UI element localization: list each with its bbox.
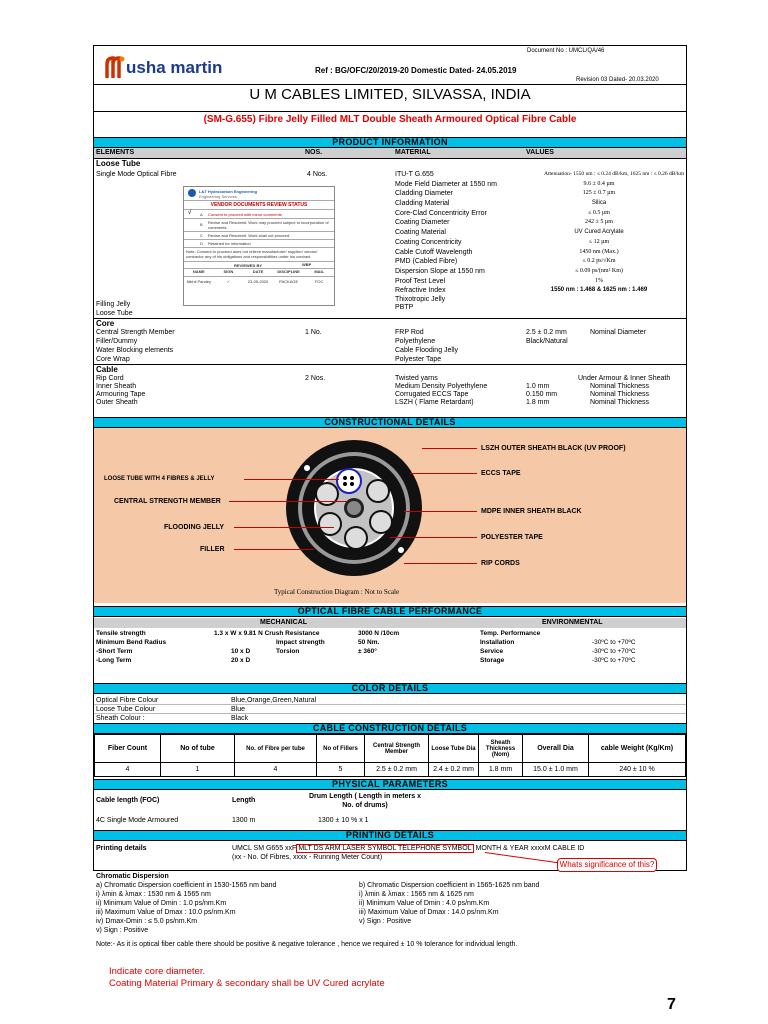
- label-mdpe-inner-sheath: MDPE INNER SHEATH BLACK: [481, 508, 582, 515]
- pointer-line: [410, 473, 477, 474]
- material-item: Dispersion Slope at 1550 nm: [395, 267, 485, 275]
- dispersion-item: v) Sign : Positive: [96, 927, 149, 934]
- element-name: Outer Sheath: [96, 399, 138, 406]
- stamp-val: Nikhil Pandey: [186, 279, 212, 284]
- section-constructional-details: CONSTRUCTIONAL DETAILS: [94, 417, 686, 428]
- table-header-row: [95, 735, 686, 763]
- stamp-col: SIGN: [223, 269, 234, 274]
- stamp-code: A: [200, 212, 203, 217]
- value-item: ≤ 0.5 µm: [588, 209, 610, 216]
- stamp-row: [184, 240, 334, 248]
- label-lszh-outer-sheath: LSZH OUTER SHEATH BLACK (UV PROOF): [481, 445, 626, 452]
- review-comments: [109, 966, 385, 990]
- stamp-row: [184, 210, 334, 219]
- value-item: 1450 nm (Max.): [579, 248, 619, 255]
- stamp-reviewed: REVIEWED BY: [234, 263, 263, 268]
- value-item: 1%: [595, 277, 603, 284]
- cable-cross-section-diagram: [94, 428, 686, 603]
- dispersion-item: iii) Maximum Value of Dmax : 10.0 ps/nm.Km: [96, 909, 236, 916]
- physical-row-1: 4C Single Mode Armoured: [96, 817, 179, 824]
- dispersion-left: [96, 881, 346, 935]
- dispersion-item: b) Chromatic Dispersion coefficient in 1565-1625 nm band: [359, 882, 540, 889]
- performance-row: [96, 656, 684, 665]
- comment-bubble-text: Whats significance of this?: [559, 860, 655, 869]
- element-value-note: Under Armour & Inner Sheath: [578, 375, 671, 382]
- stamp-reviewed-row: [184, 262, 334, 269]
- dispersion-item: v) Sign : Positive: [359, 918, 412, 925]
- element-nos: 2 Nos.: [305, 375, 326, 382]
- material-item: Coating Material: [395, 229, 446, 237]
- perf-label: -Long Term: [96, 657, 132, 664]
- element-value: 2.5 ± 0.2 mm: [526, 329, 567, 336]
- value-item: ≤ 0.09 ps/(nm² Km): [575, 267, 623, 274]
- element-name: Central Strength Member: [96, 329, 175, 336]
- stamp-sub: Engineering Services: [199, 194, 237, 199]
- value-item: 125 ± 0.7 µm: [582, 190, 616, 197]
- page-number: 7: [667, 996, 676, 1013]
- core-row: [96, 346, 684, 355]
- section-product-information: PRODUCT INFORMATION: [94, 137, 686, 148]
- th-cell: Fiber Count: [95, 735, 161, 763]
- performance-header: [94, 618, 686, 628]
- perf-label: Minimum Bend Radius: [96, 639, 167, 646]
- element-nos: 1 No.: [305, 329, 322, 336]
- stamp-col: DATE: [252, 269, 264, 274]
- performance-row: [96, 647, 684, 656]
- dispersion-title: Chromatic Dispersion: [96, 873, 169, 880]
- color-label: Loose Tube Colour: [96, 706, 156, 713]
- printing-subtext: (xx - No. Of Fibres, xxxx - Running Meter Count): [232, 854, 383, 861]
- value-item: 242 ± 5 µm: [585, 219, 613, 226]
- td-cell: 2.4 ± 0.2 mm: [429, 763, 479, 777]
- printing-text: [232, 844, 584, 853]
- performance-row: [96, 638, 684, 647]
- reference-line: Ref : BG/OFC/20/2019-20 Domestic Dated- 24.05.2019: [315, 66, 517, 75]
- perf-label: Tensile strength: [96, 630, 146, 637]
- vendor-review-stamp: [183, 186, 335, 306]
- core-row: [96, 355, 684, 364]
- th-cell: Loose Tube Dia: [429, 735, 479, 763]
- stamp-cols: [184, 269, 334, 277]
- printing-text-a: UMCL SM G655 xxF: [232, 845, 297, 852]
- stamp-code: C: [200, 233, 203, 238]
- printing-label: Printing details: [96, 845, 147, 852]
- company-logo: [104, 52, 223, 80]
- loose-tube-tube: Loose Tube: [96, 310, 133, 317]
- env-label: Temp. Performance: [480, 630, 541, 637]
- perf-value: 20 x D: [231, 657, 251, 664]
- review-comment: Coating Material Primary & secondary shall be UV Cured acrylate: [109, 978, 385, 989]
- material-item: Thixotropic Jelly: [395, 296, 446, 304]
- material-item: Mode Field Diameter at 1550 nm: [395, 180, 497, 188]
- th-cell: Sheath Thickness (Nom): [479, 735, 523, 763]
- pointer-line: [234, 527, 334, 528]
- value-item: ≤ 12 µm: [588, 238, 610, 245]
- stamp-val: FOC: [314, 279, 324, 284]
- core-row: [96, 337, 684, 346]
- perf-label: Impact strength: [276, 639, 325, 646]
- env-value: -30ºC to +70ºC: [592, 657, 636, 664]
- element-value: 0.150 mm: [526, 391, 558, 398]
- label-rip-cords: RIP CORDS: [481, 560, 520, 567]
- core-row: [96, 328, 684, 337]
- construction-table: [94, 734, 686, 777]
- label-filler: FILLER: [200, 546, 225, 553]
- stamp-val: 23-05-2020: [247, 279, 269, 284]
- element-value-note: Nominal Thickness: [590, 391, 650, 398]
- stamp-row: [184, 232, 334, 240]
- lt-logo-icon: [188, 189, 196, 197]
- perf-value: 50 Nm.: [358, 639, 380, 646]
- dispersion-item: i) λmin & λmax : 1565 nm & 1625 nm: [359, 891, 474, 898]
- material-item: Coating Concentricity: [395, 238, 462, 246]
- element-name: Inner Sheath: [96, 383, 137, 390]
- col-values: VALUES: [526, 149, 554, 156]
- label-flooding-jelly: FLOODING JELLY: [164, 524, 225, 531]
- material-item: Cladding Diameter: [395, 190, 453, 198]
- td-cell: 1.8 mm: [479, 763, 523, 777]
- category-cable: Cable: [94, 364, 686, 373]
- pointer-line: [390, 537, 477, 538]
- stamp-text: Revise and Resubmit. Work may proceed subject to incorporation of comments.: [208, 220, 329, 230]
- cable-cross-section-icon: [94, 428, 686, 603]
- td-cell: 2.5 ± 0.2 mm: [365, 763, 429, 777]
- th-cell: Overall Dia: [523, 735, 589, 763]
- element-material: Corrugated ECCS Tape: [395, 391, 469, 398]
- col-elements: ELEMENTS: [96, 149, 135, 156]
- env-label: Storage: [480, 657, 505, 664]
- performance-row: [96, 629, 684, 638]
- stamp-text: Revise and Resubmit. Work shall not proceed.: [208, 233, 291, 238]
- stamp-code: B: [200, 222, 203, 227]
- perf-value: 1.3 x W x 9.81 N Crush Resistance: [214, 630, 320, 637]
- material-item: Proof Test Level: [395, 277, 446, 285]
- td-cell: 240 ± 10 %: [589, 763, 686, 777]
- material-item: Coating Diameter: [395, 219, 450, 227]
- material-item: Cable Cutoff Wavelength: [395, 248, 473, 256]
- element-name: Core Wrap: [96, 356, 130, 363]
- pointer-line: [234, 549, 314, 550]
- pointer-line: [244, 479, 339, 480]
- th-cell: No of tube: [161, 735, 235, 763]
- pointer-line: [422, 448, 477, 449]
- dispersion-item: a) Chromatic Dispersion coefficient in 1530-1565 nm band: [96, 882, 277, 889]
- material-item: PMD (Cabled Fibre): [395, 258, 458, 266]
- element-material: Cable Flooding Jelly: [395, 347, 459, 354]
- th-cell: Central Strength Member: [365, 735, 429, 763]
- stamp-text: Consent to proceed with minor comments: [208, 212, 282, 217]
- td-cell: 4: [235, 763, 317, 777]
- dispersion-item: i) λmin & λmax : 1530 nm & 1565 nm: [96, 891, 211, 898]
- comment-bubble: [557, 858, 657, 872]
- value-item: UV Cured Acrylate: [574, 229, 624, 236]
- value-item: 1550 nm : 1.468 & 1625 nm : 1.469: [550, 287, 648, 294]
- stamp-row: [184, 219, 334, 232]
- perf-value: 3000 N /10cm: [358, 630, 400, 637]
- column-header-row: [94, 148, 686, 158]
- label-central-strength-member: CENTRAL STRENGTH MEMBER: [114, 498, 221, 505]
- printing-text-highlight: MLT DS ARM LASER SYMBOL TELEPHONE SYMBOL: [298, 845, 472, 852]
- material-item: PBTP: [395, 304, 414, 312]
- element-value: 1.0 mm: [526, 383, 550, 390]
- env-label: Installation: [480, 639, 515, 646]
- env-label: Service: [480, 648, 504, 655]
- color-value: Black: [231, 715, 249, 722]
- logo-mark-icon: [104, 54, 126, 80]
- loose-tube-fibre: Single Mode Optical Fibre: [96, 171, 177, 178]
- element-value: Black/Natural: [526, 338, 568, 345]
- element-material: Medium Density Polyethylene: [395, 383, 488, 390]
- material-item: Refractive Index: [395, 287, 446, 295]
- value-item: Silica: [591, 200, 607, 207]
- color-row: [94, 696, 686, 705]
- pointer-line: [229, 501, 347, 502]
- element-value-note: Nominal Diameter: [590, 329, 647, 336]
- section-performance: OPTICAL FIBRE CABLE PERFORMANCE: [94, 606, 686, 617]
- loose-tube-material-list: [395, 170, 525, 311]
- stamp-text: Retained for information: [208, 241, 251, 246]
- dispersion-item: iv) Dmax-Dmin : ≤ 5.0 ps/nm.Km: [96, 918, 198, 925]
- env-value: -30ºC to +70ºC: [592, 639, 636, 646]
- category-loose-tube: Loose Tube: [94, 158, 686, 167]
- material-item: ITU-T G.655: [395, 171, 434, 178]
- cable-row: [96, 398, 684, 407]
- element-name: Water Blocking elements: [96, 347, 174, 354]
- th-cell: No of Fillers: [317, 735, 365, 763]
- th-cell: cable Weight (Kg/Km): [589, 735, 686, 763]
- physical-row-2: 1300 m: [232, 817, 256, 824]
- dispersion-item: ii) Minimum Value of Dmin : 1.0 ps/nm.Km: [96, 900, 227, 907]
- color-row: [94, 705, 686, 714]
- perf-value: 10 x D: [231, 648, 251, 655]
- tolerance-note: Note:- As it is optical fiber cable there should be positive & negative tolerance , hence we required ± 10 % tolerance for individual length.: [96, 941, 518, 948]
- physical-col-2: Length: [232, 797, 256, 804]
- stamp-note: Note: Consent to proceed does not relieve manufacturer/ supplier/ vendor/ contractor any of his obligations and responsibilities under his contract.: [184, 248, 334, 262]
- stamp-code: D: [200, 241, 203, 246]
- color-row: [94, 714, 686, 723]
- section-physical-parameters: PHYSICAL PARAMETERS: [94, 779, 686, 790]
- label-polyester-tape: POLYESTER TAPE: [481, 534, 543, 541]
- td-cell: 15.0 ± 1.0 mm: [523, 763, 589, 777]
- stamp-title: VENDOR DOCUMENTS REVIEW STATUS: [184, 201, 334, 210]
- revision-line: Revision 03 Dated- 20.03.2020: [576, 77, 659, 83]
- company-title: U M CABLES LIMITED, SILVASSA, INDIA: [94, 84, 686, 105]
- physical-col-1: Cable length (FOC): [96, 797, 160, 804]
- element-material: Polyester Tape: [395, 356, 442, 363]
- value-item: ≤ 0.2 ps/√Km: [582, 258, 616, 265]
- td-cell: 4: [95, 763, 161, 777]
- stamp-col: DISCIPLINE: [277, 269, 300, 274]
- stamp-company: L&T Hydrocarbon Engineering: [199, 189, 258, 194]
- col-material: MATERIAL: [395, 149, 431, 156]
- label-loose-tube: LOOSE TUBE WITH 4 FIBRES & JELLY: [104, 476, 215, 482]
- td-cell: 1: [161, 763, 235, 777]
- mechanical-header: MECHANICAL: [260, 619, 308, 626]
- loose-tube-value-list: [512, 170, 686, 295]
- element-name: Filler/Dummy: [96, 338, 138, 345]
- element-value-note: Nominal Thickness: [590, 383, 650, 390]
- color-label: Optical Fibre Colour: [96, 697, 159, 704]
- label-eccs-tape: ECCS TAPE: [481, 470, 521, 477]
- diagram-caption: Typical Construction Diagram : Not to Scale: [274, 588, 400, 596]
- element-value: 1.8 mm: [526, 399, 550, 406]
- element-material: LSZH ( Flame Retardant): [395, 399, 474, 406]
- category-core: Core: [94, 318, 686, 327]
- check-icon: √: [188, 210, 192, 216]
- element-material: FRP Rod: [395, 329, 424, 336]
- material-item: Cladding Material: [395, 200, 450, 208]
- element-name: Armouring Tape: [96, 391, 146, 398]
- product-title: (SM-G.655) Fibre Jelly Filled MLT Double Sheath Armoured Optical Fibre Cable: [94, 111, 686, 125]
- value-item: 9.6 ± 0.4 µm: [583, 180, 615, 187]
- document-number: Document No : UMCL/QA/46: [527, 48, 605, 54]
- stamp-val: PACKAGE: [279, 279, 299, 284]
- element-value-note: Nominal Thickness: [590, 399, 650, 406]
- element-material: Twisted yarns: [395, 375, 438, 382]
- pointer-line: [404, 563, 477, 564]
- dispersion-right: [359, 881, 609, 926]
- section-printing-details: PRINTING DETAILS: [94, 830, 686, 841]
- logo-text: usha martin: [126, 58, 223, 77]
- section-cable-construction: CABLE CONSTRUCTION DETAILS: [94, 723, 686, 734]
- table-row: [95, 763, 686, 777]
- th-cell: No. of Fibre per tube: [235, 735, 317, 763]
- review-comment: Indicate core diameter.: [109, 966, 206, 977]
- physical-col-3: Drum Length ( Length in meters x No. of drums): [308, 793, 421, 809]
- material-item: Core-Clad Concentricity Error: [395, 209, 487, 217]
- printing-text-c: MONTH & YEAR xxxxM CABLE ID: [475, 845, 585, 852]
- element-material: Polyethylene: [395, 338, 436, 345]
- stamp-wbs: WBP: [302, 262, 312, 267]
- environmental-header: ENVIRONMENTAL: [542, 619, 603, 626]
- dispersion-item: iii) Maximum Value of Dmax : 14.0 ps/nm.Km: [359, 909, 499, 916]
- color-value: Blue: [231, 706, 246, 713]
- color-label: Sheath Colour :: [96, 715, 145, 722]
- dispersion-item: ii) Minimum Value of Dmin : 4.0 ps/nm.Km: [359, 900, 490, 907]
- loose-tube-filling: Filling Jelly: [96, 301, 131, 308]
- stamp-col: NAME: [192, 269, 205, 274]
- color-value: Blue,Orange,Green,Natural: [231, 697, 317, 704]
- element-name: Rip Cord: [96, 375, 124, 382]
- value-item: Attenuation- 1550 nm : ≤ 0.24 dB/km, 1625 nm : ≤ 0.26 dB/km: [543, 171, 684, 177]
- perf-value: ± 360°: [358, 648, 377, 655]
- pointer-line: [404, 511, 477, 512]
- stamp-col: MAIL: [314, 269, 325, 274]
- env-value: -30ºC to +70ºC: [592, 648, 636, 655]
- perf-label: Torsion: [276, 648, 300, 655]
- col-nos: NOS.: [305, 149, 323, 156]
- section-color-details: COLOR DETAILS: [94, 683, 686, 694]
- stamp-val: ✓: [226, 279, 231, 284]
- physical-row-3: 1300 ± 10 % x 1: [318, 817, 369, 824]
- stamp-logo: [184, 187, 334, 201]
- perf-label: -Short Term: [96, 648, 133, 655]
- td-cell: 5: [317, 763, 365, 777]
- loose-tube-nos: 4 Nos.: [307, 171, 328, 178]
- stamp-values: [184, 277, 334, 287]
